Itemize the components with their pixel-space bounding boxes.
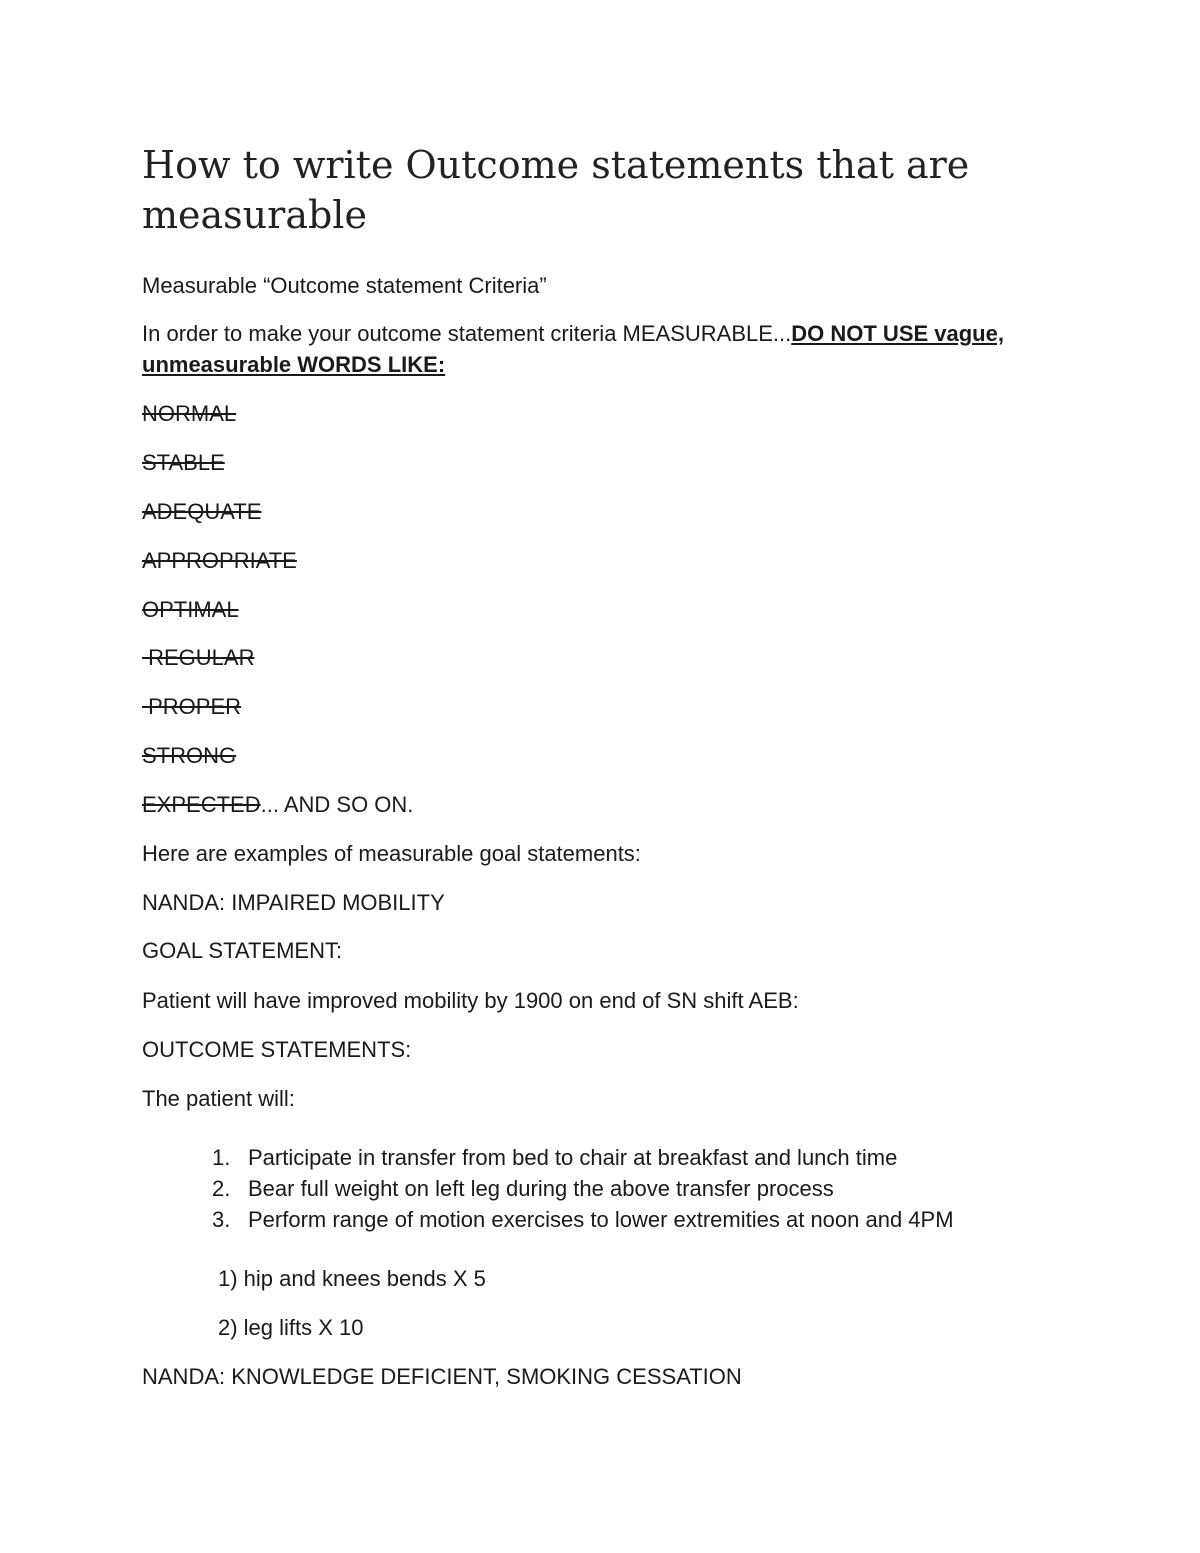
list-number: 2. xyxy=(212,1176,231,1201)
goal-label: GOAL STATEMENT: xyxy=(142,938,343,963)
outcome-list-item xyxy=(212,1142,897,1174)
list-text: Participate in transfer from bed to chair at breakfast and lunch time xyxy=(248,1145,898,1170)
vague-word: STRONG xyxy=(142,743,237,768)
vague-word: PROPER xyxy=(142,694,242,719)
list-text: Perform range of motion exercises to lower extremities at noon and 4PM xyxy=(248,1207,954,1232)
vague-word: ADEQUATE xyxy=(142,499,262,524)
outcome-label: OUTCOME STATEMENTS: xyxy=(142,1037,412,1062)
vague-word: APPROPRIATE xyxy=(142,548,297,573)
intro-paragraph xyxy=(142,318,1004,350)
patient-will: The patient will: xyxy=(142,1086,295,1111)
intro-text: In order to make your outcome statement criteria MEASURABLE... xyxy=(142,321,792,346)
criteria-heading: Measurable “Outcome statement Criteria” xyxy=(142,273,547,298)
exercise-sub-item: 1) hip and knees bends X 5 xyxy=(218,1266,486,1291)
expected-rest: ... AND SO ON. xyxy=(260,792,414,817)
outcome-list-item xyxy=(212,1173,834,1205)
exercise-sub-item: 2) leg lifts X 10 xyxy=(218,1315,364,1340)
list-text: Bear full weight on left leg during the above transfer process xyxy=(248,1176,834,1201)
vague-word: OPTIMAL xyxy=(142,597,239,622)
nanda-diagnosis-2: NANDA: KNOWLEDGE DEFICIENT, SMOKING CESSATION xyxy=(142,1364,742,1389)
expected-line xyxy=(142,789,413,821)
intro-emphasis-1: DO NOT USE vague, xyxy=(791,321,1004,346)
expected-word: EXPECTED xyxy=(142,792,261,817)
vague-word: NORMAL xyxy=(142,401,237,426)
intro-emphasis-2: unmeasurable WORDS LIKE: xyxy=(142,352,446,377)
nanda-diagnosis-1: NANDA: IMPAIRED MOBILITY xyxy=(142,890,445,915)
outcome-list-item xyxy=(212,1204,954,1236)
examples-intro: Here are examples of measurable goal statements: xyxy=(142,841,641,866)
vague-word: STABLE xyxy=(142,450,225,475)
list-number: 1. xyxy=(212,1145,231,1170)
intro-paragraph-cont xyxy=(142,349,445,381)
goal-text: Patient will have improved mobility by 1900 on end of SN shift AEB: xyxy=(142,988,799,1013)
list-number: 3. xyxy=(212,1207,231,1232)
vague-word: REGULAR xyxy=(142,645,255,670)
page-title: How to write Outcome statements that are measurable xyxy=(142,143,970,237)
